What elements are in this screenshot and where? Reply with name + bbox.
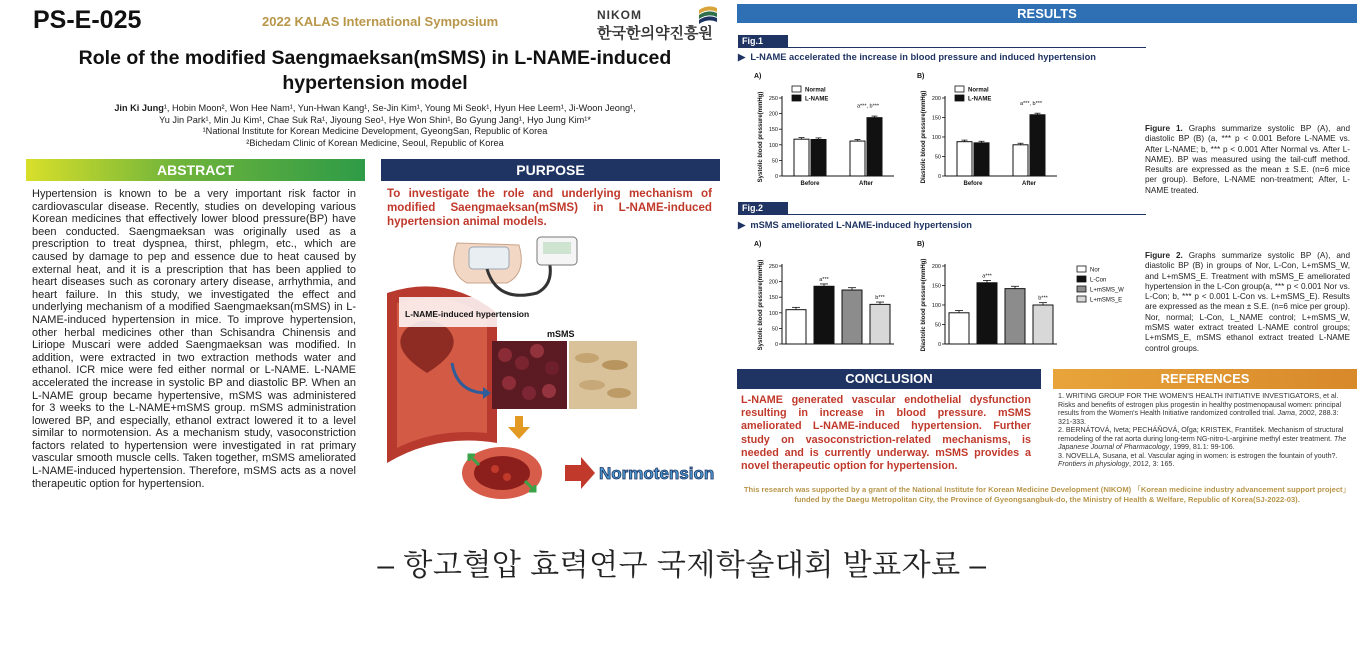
bar xyxy=(1013,145,1028,176)
results-heading: RESULTS xyxy=(737,4,1357,23)
bar xyxy=(850,141,865,176)
legend-swatch xyxy=(792,86,801,92)
significance-label: a***, b*** xyxy=(856,103,880,110)
y-tick-label: 100 xyxy=(768,142,778,149)
affiliation-1: ¹National Institute for Korean Medicine Development, GyeongSan, Republic of Korea xyxy=(202,126,548,136)
liriope-root-image xyxy=(569,341,637,409)
purpose-illustration xyxy=(387,233,717,503)
bar xyxy=(870,304,890,344)
legend-swatch xyxy=(792,95,801,101)
abstract-text: Hypertension is known to be a very important risk factor in cardiovascular disease. Recently, studies on developing various Korean medicines that effectively lower blood pressure(BP) have been conducted. Saengmaeksan was originally used as a prescription to treat dyspnea, thirst, phlegm, etc., which are caused by damage to pep and essence due to heat caused by external heat, and it is a prescription that has been applied to heart diseases such as coronary artery disease, arrhythmia, and heart failure. In this study, we investigated the effect and underlying mechanism of a modified Saengmaeksan(mSMS) in L-NAME-induced hypertension in mice. To improve hypertension, other herbal medicines other than Schisandra Chinensis and Liriope Muscari were added Saengmaeksan was modified. In addition, were extracted in two extraction methods water and ethanol. ICR mice were fed either normal or L-NAME. L-NAME accelerated the increase in systolic BP and diastolic BP. When an L-NAME group became hypertensive, mSMS was administered for 3 weeks to the L-NAME+mSMS group. mSMS administration lowered BP, and especially, ethanol extract lowered it to a level similar to normotension. As a mechanism study, vasoconstriction factors related to hypertension were investigated in rat primary vascular smooth muscle cells. Taken together, mSMS ameliorated L-NAME-induced hypertension. Therefore, mSMS acts as a novel therapeutic option for hypertension. xyxy=(32,188,356,490)
conclusion-text: L-NAME generated vascular endothelial dysfunction resulting in increase in blood pressure. mSMS ameliorated L-NAME-induced hypertension. Further study on vasoconstriction-related mechanisms, is needed and is currently underway. mSMS provides a novel therapeutic option for hypertension. xyxy=(741,394,1031,473)
y-tick-label: 250 xyxy=(768,264,778,270)
y-tick-label: 150 xyxy=(931,283,941,290)
schisandra-berries-image xyxy=(492,341,567,409)
legend-swatch xyxy=(1077,276,1086,282)
y-tick-label: 0 xyxy=(774,174,778,180)
legend-label: L+mSMS_E xyxy=(1090,297,1123,304)
fig1-tag: Fig.1 xyxy=(738,35,788,48)
panel-label: B) xyxy=(917,241,925,248)
legend-label: Normal xyxy=(968,87,989,94)
significance-label: a***, b*** xyxy=(1019,100,1043,107)
bar xyxy=(814,286,834,344)
reference-item: 3. NOVELLA, Susana, et al. Vascular aging in women: is estrogen the fountain of youth?. Frontiers in physiology, 2012, 3: 165. xyxy=(1058,451,1338,468)
references-heading: REFERENCES xyxy=(1053,369,1357,389)
right-arrow-icon xyxy=(565,457,595,489)
reference-item: 2. BERNÁTOVÁ, Iveta; PECHÁŇOVÁ, Oľga; KRISTEK, František. Mechanism of structural remodeling of the rat aorta during long-term NG-nitro-L-arginine methyl ester treatment. The Japanese Journal of Pharmacology, 1999, 81.1: 99-106. xyxy=(1058,426,1347,451)
legend-label: L-NAME xyxy=(805,96,829,103)
panel-label: A) xyxy=(754,73,762,80)
purpose-heading: PURPOSE xyxy=(381,159,720,181)
y-tick-label: 50 xyxy=(771,158,778,165)
x-tick-label: After xyxy=(1021,181,1037,187)
legend-label: Normal xyxy=(805,87,826,94)
lname-hypertension-label: L-NAME-induced hypertension xyxy=(405,309,530,319)
significance-label: a*** xyxy=(819,276,829,283)
y-tick-label: 100 xyxy=(931,135,941,141)
x-tick-label: Before xyxy=(800,181,820,187)
affiliations xyxy=(40,126,710,149)
bar xyxy=(1005,289,1025,344)
bar xyxy=(811,139,826,176)
authors-line-1: ¹, Hobin Moon², Won Hee Nam¹, Yun-Hwan Kang¹, Se-Jin Kim¹, Young Mi Seok¹, Hyun Hee Leem¹, Ji-Woon Jeong¹, xyxy=(163,103,636,113)
authors-line-2: Yu Jin Park¹, Min Ju Kim¹, Chae Suk Ra¹, Jiyoung Seo¹, Hye Won Shin¹, Bo Gyung Jang¹, Hyo Jung Kim¹* xyxy=(159,115,591,125)
nikom-logo xyxy=(597,2,727,42)
fig2-tag: Fig.2 xyxy=(738,202,788,215)
bar xyxy=(1033,305,1053,344)
y-axis-label: Diastolic blood pressure(mmHg) xyxy=(921,90,927,184)
legend-label: L+mSMS_W xyxy=(1090,287,1124,294)
y-tick-label: 150 xyxy=(931,115,941,122)
author-list xyxy=(40,102,710,126)
bar xyxy=(842,290,862,344)
y-tick-label: 50 xyxy=(934,322,941,329)
y-tick-label: 0 xyxy=(937,342,941,348)
legend-label: L-NAME xyxy=(968,96,992,103)
legend-swatch xyxy=(955,86,964,92)
bar xyxy=(794,139,809,176)
logo-korean-text: 한국한의약진흥원 xyxy=(597,25,713,42)
purpose-text: To investigate the role and underlying mechanism of modified Saengmaeksan(mSMS) in L-NAME-induced hypertension animal models. xyxy=(387,187,712,228)
funding-acknowledgement: This research was supported by a grant of the National Institute for Korean Medicine Development (NIKOM) 「Korean medicine industry advancement support project」 funded by the Daegu Metropolitan City, the Province of Gyeongsangbuk-do, the Ministry of Health & Welfare, Republic of Korea(SJ-2022-03). xyxy=(743,485,1351,504)
blood-pressure-cuff-icon xyxy=(454,237,577,295)
legend-swatch xyxy=(955,95,964,101)
y-tick-label: 100 xyxy=(768,310,778,317)
bar xyxy=(1030,115,1045,176)
normal-vessel-icon xyxy=(462,447,542,499)
y-tick-label: 250 xyxy=(768,96,778,102)
significance-label: a*** xyxy=(982,273,992,280)
y-tick-label: 50 xyxy=(934,154,941,161)
y-tick-label: 200 xyxy=(768,279,778,286)
legend-label: Nor xyxy=(1090,267,1100,274)
poster-title: Role of the modified Saengmaeksan(mSMS) in L-NAME-induced hypertension model xyxy=(78,47,672,94)
y-tick-label: 200 xyxy=(931,264,941,270)
legend-swatch xyxy=(1077,296,1086,302)
reference-item: 1. WRITING GROUP FOR THE WOMEN'S HEALTH INITIATIVE INVESTIGATORS, et al. Risks and benefits of estrogen plus progestin in healthy postmenopausal women: principal results from the Women's Health Initiative randomized controlled trial. Jama, 2002, 288.3: 321-333. xyxy=(1058,392,1342,426)
legend-swatch xyxy=(1077,286,1086,292)
purpose-illustration-graphic xyxy=(387,233,717,503)
conclusion-heading: CONCLUSION xyxy=(737,369,1041,389)
panel-label: B) xyxy=(917,73,925,80)
y-tick-label: 0 xyxy=(774,342,778,348)
bar xyxy=(977,283,997,344)
fig1-caption: Figure 1. Graphs summarize systolic BP (A), and diastolic BP (B) (a, *** p < 0.001 Before L-NAME vs. After L-NAME; b, *** p < 0.001 After Normal vs. After L-NAME). BP was measured using the tail-cuff method. Results are expressed as the mean ± S.E. (n=6 mice per group). Before, L-NAME non-treatment; After, L-NAME treated. xyxy=(1145,124,1351,195)
y-tick-label: 200 xyxy=(768,111,778,118)
normotension-label: Normotension xyxy=(599,464,715,483)
x-tick-label: Before xyxy=(963,181,983,187)
y-tick-label: 50 xyxy=(771,326,778,333)
poster-id: PS-E-025 xyxy=(33,6,142,34)
y-tick-label: 150 xyxy=(768,127,778,134)
y-axis-label: Diastolic blood pressure(mmHg) xyxy=(921,258,927,352)
bar xyxy=(974,143,989,176)
lead-author: Jin Ki Jung xyxy=(114,103,164,113)
fig2-caption: Figure 2. Graphs summarize systolic BP (A), and diastolic BP (B) in groups of Nor, L-Con, L+mSMS_W, and L+mSMS_E. Treatment with mSMS_E ameliorated hypertension in the L-Con group(a, *** p < 0.001 Nor vs. L-Con; b, *** p < 0.001 L-Con vs. L+mSMS_E). Results are expressed as the mean ± S.E. (n=6 mice per group). Nor, normal; L-Con, L_NAME control; L+mSMS_W, mSMS water extract treated L-NAME control groups; L+mSMS_E, mSMS ethanol extract treated L-NAME control groups. xyxy=(1145,251,1351,353)
bar xyxy=(949,313,969,344)
y-tick-label: 200 xyxy=(931,96,941,102)
significance-label: b*** xyxy=(1038,295,1048,302)
y-tick-label: 100 xyxy=(931,303,941,309)
footer-caption: – 항고혈압 효력연구 국제학술대회 발표자료 – xyxy=(377,549,987,582)
bar xyxy=(867,118,882,176)
legend-swatch xyxy=(1077,266,1086,272)
symposium-name: 2022 KALAS International Symposium xyxy=(262,14,499,29)
down-arrow-icon xyxy=(508,416,530,439)
abstract-heading: ABSTRACT xyxy=(26,159,365,181)
logo-latin-text: NIKOM xyxy=(597,8,642,22)
y-axis-label: Systolic blood pressure(mmHg) xyxy=(758,91,764,183)
x-tick-label: After xyxy=(858,181,874,187)
fig1-chart-systolic xyxy=(752,68,912,192)
y-tick-label: 150 xyxy=(768,295,778,302)
fig2-rule xyxy=(738,214,1146,215)
msms-label: mSMS xyxy=(547,329,575,339)
bar xyxy=(786,310,806,344)
fig2-heading: ▶ mSMS ameliorated L-NAME-induced hypertension xyxy=(738,220,972,230)
fig1-rule xyxy=(738,47,1146,48)
fig1-chart-diastolic xyxy=(915,68,1075,192)
fig2-chart-diastolic xyxy=(915,236,1145,360)
y-tick-label: 0 xyxy=(937,174,941,180)
significance-label: b*** xyxy=(875,295,885,302)
legend-label: L-Con xyxy=(1090,277,1107,284)
affiliation-2: ²Bichedam Clinic of Korean Medicine, Seoul, Republic of Korea xyxy=(246,137,504,148)
y-axis-label: Systolic blood pressure(mmHg) xyxy=(758,259,764,351)
bar xyxy=(957,142,972,176)
fig2-chart-systolic xyxy=(752,236,912,360)
panel-label: A) xyxy=(754,241,762,248)
fig1-heading: ▶ L-NAME accelerated the increase in blood pressure and induced hypertension xyxy=(738,52,1096,62)
references-list xyxy=(1058,392,1352,469)
